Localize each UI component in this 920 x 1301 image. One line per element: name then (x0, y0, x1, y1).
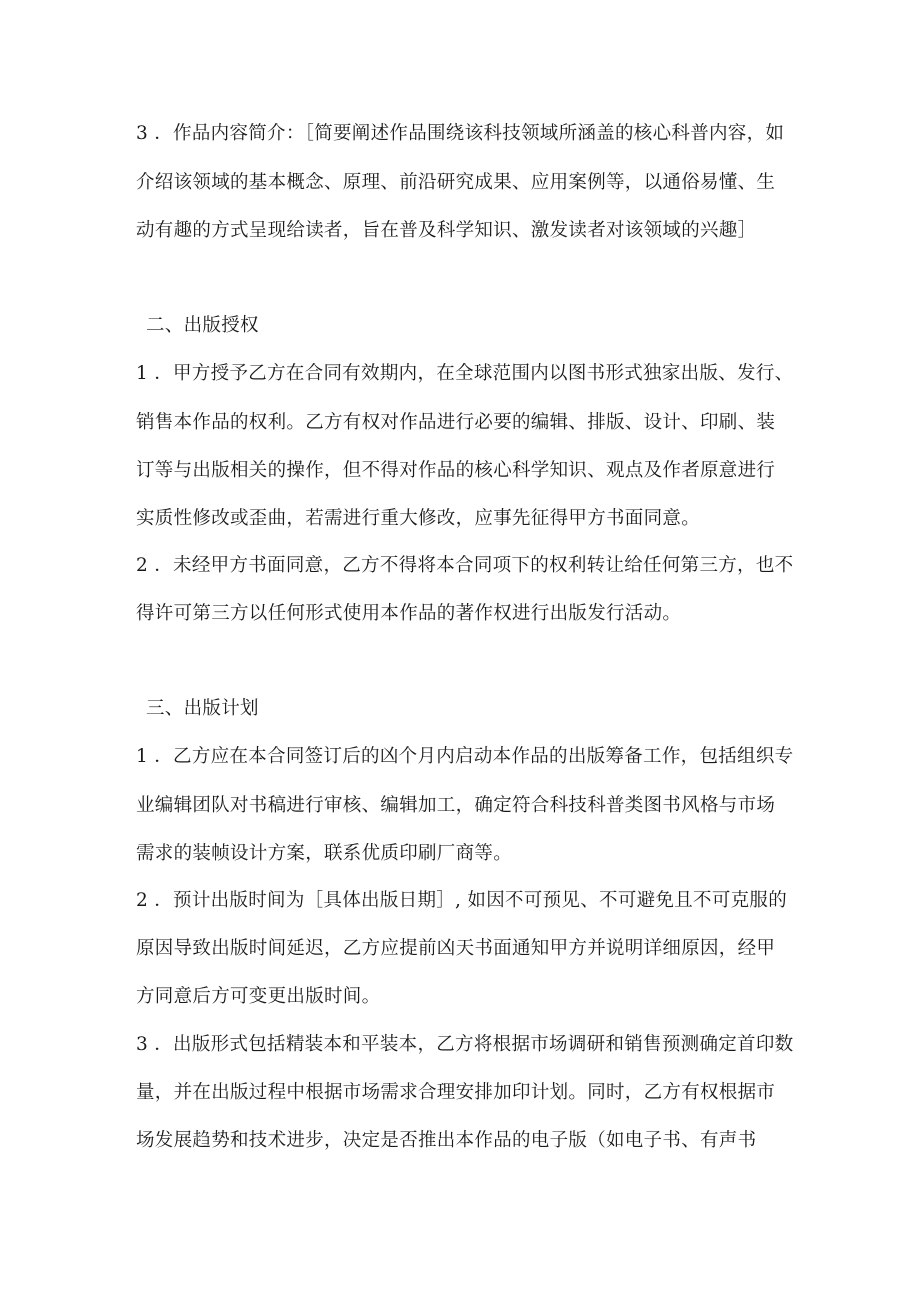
section-heading: 三、出版计划 (146, 698, 259, 719)
paragraph-line: 销售本作品的权利。乙方有权对作品进行必要的编辑、排版、设计、印刷、装 (136, 412, 776, 433)
paragraph-line: 动有趣的方式呈现给读者，旨在普及科学知识、激发读者对该领域的兴趣］ (136, 220, 757, 241)
section-heading: 二、出版授权 (146, 315, 259, 336)
paragraph-line: 1 ．甲方授予乙方在合同有效期内，在全球范围内以图书形式独家出版、发行、 (136, 363, 794, 384)
paragraph-line: 3 ．作品内容简介：［简要阐述作品围绕该科技领域所涵盖的核心科普内容，如 (136, 123, 785, 144)
paragraph-line: 1 ．乙方应在本合同签订后的凶个月内启动本作品的出版筹备工作，包括组织专 (136, 746, 794, 767)
paragraph-line: 介绍该领域的基本概念、原理、前沿研究成果、应用案例等，以通俗易懂、生 (136, 172, 776, 193)
paragraph-line: 订等与出版相关的操作，但不得对作品的核心科学知识、观点及作者原意进行 (136, 460, 776, 481)
paragraph-line: 业编辑团队对书稿进行审核、编辑加工，确定符合科技科普类图书风格与市场 (136, 795, 776, 816)
paragraph-line: 量，并在出版过程中根据市场需求合理安排加印计划。同时，乙方有权根据市 (136, 1082, 776, 1103)
paragraph-line: 2 ．预计出版时间为［具体出版日期］, 如因不可预见、不可避免且不可克服的 (136, 890, 788, 911)
paragraph-line: 原因导致出版时间延迟，乙方应提前凶天书面通知甲方并说明详细原因，经甲 (136, 938, 776, 959)
paragraph-line: 得许可第三方以任何形式使用本作品的著作权进行出版发行活动。 (136, 603, 682, 624)
paragraph-line: 2 ．未经甲方书面同意，乙方不得将本合同项下的权利转让给任何第三方，也不 (136, 555, 794, 576)
paragraph-line: 3 ．出版形式包括精装本和平装本，乙方将根据市场调研和销售预测确定首印数 (136, 1034, 794, 1055)
paragraph-line: 方同意后方可变更出版时间。 (136, 986, 381, 1007)
paragraph-line: 需求的装帧设计方案，联系优质印刷厂商等。 (136, 843, 513, 864)
paragraph-line: 实质性修改或歪曲，若需进行重大修改，应事先征得甲方书面同意。 (136, 508, 701, 529)
paragraph-line: 场发展趋势和技术进步，决定是否推出本作品的电子版（如电子书、有声书 (136, 1130, 757, 1151)
